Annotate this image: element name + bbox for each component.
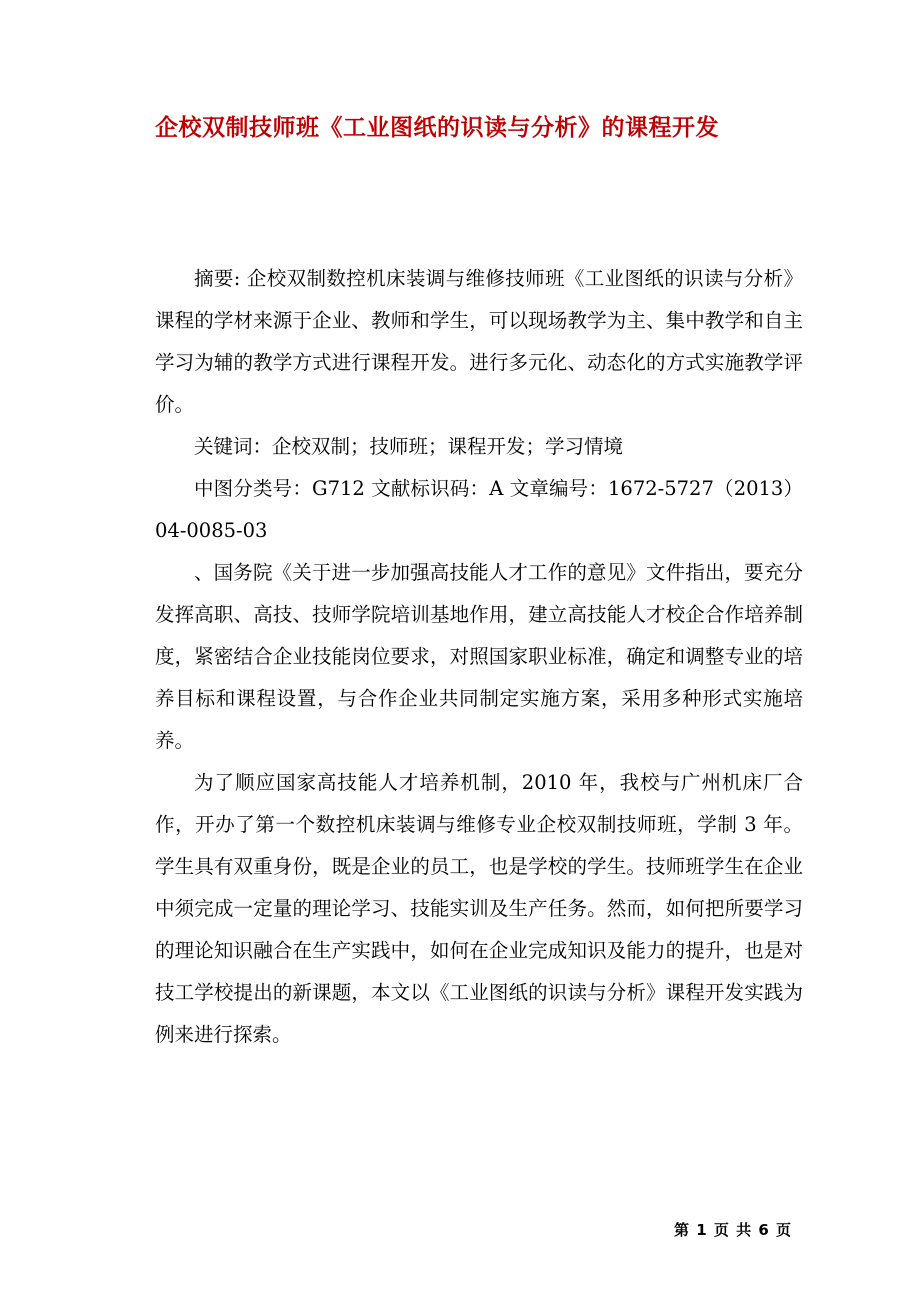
paragraph-classification: 中图分类号：G712 文献标识码：A 文章编号：1672-5727（2013）04-0085-03 bbox=[155, 477, 803, 542]
title-container bbox=[155, 112, 835, 144]
paragraph-policy: 、国务院《关于进一步加强高技能人才工作的意见》文件指出，要充分发挥高职、高技、技师学院培训基地作用，建立高技能人才校企合作培养制度，紧密结合企业技能岗位要求，对照国家职业标准，确定和调整专业的培养目标和课程设置，与合作企业共同制定实施方案，采用多种形式实施培养。 bbox=[155, 561, 803, 752]
paragraph-background: 为了顺应国家高技能人才培养机制，2010 年，我校与广州机床厂合作，开办了第一个数控机床装调与维修专业企校双制技师班，学制 3 年。学生具有双重身份，既是企业的员工，也是学校的学生。技师班学生在企业中须完成一定量的理论学习、技能实训及生产任务。然而，如何把所要学习的理论知识融合在生产实践中，如何在企业完成知识及能力的提升，也是对技工学校提出的新课题，本文以《工业图纸的识读与分析》课程开发实践为例来进行探索。 bbox=[155, 771, 803, 1046]
paragraph-abstract: 摘要: 企校双制数控机床装调与维修技师班《工业图纸的识读与分析》课程的学材来源于企业、教师和学生，可以现场教学为主、集中教学和自主学习为辅的教学方式进行课程开发。进行多元化、动态化的方式实施教学评价。 bbox=[155, 267, 803, 416]
paragraph-keywords: 关键词：企校双制；技师班；课程开发；学习情境 bbox=[194, 435, 624, 458]
page-indicator: 第 1 页 共 6 页 bbox=[674, 1221, 792, 1239]
document-body bbox=[155, 258, 803, 1056]
page-title: 企校双制技师班《工业图纸的识读与分析》的课程开发 bbox=[155, 115, 719, 141]
